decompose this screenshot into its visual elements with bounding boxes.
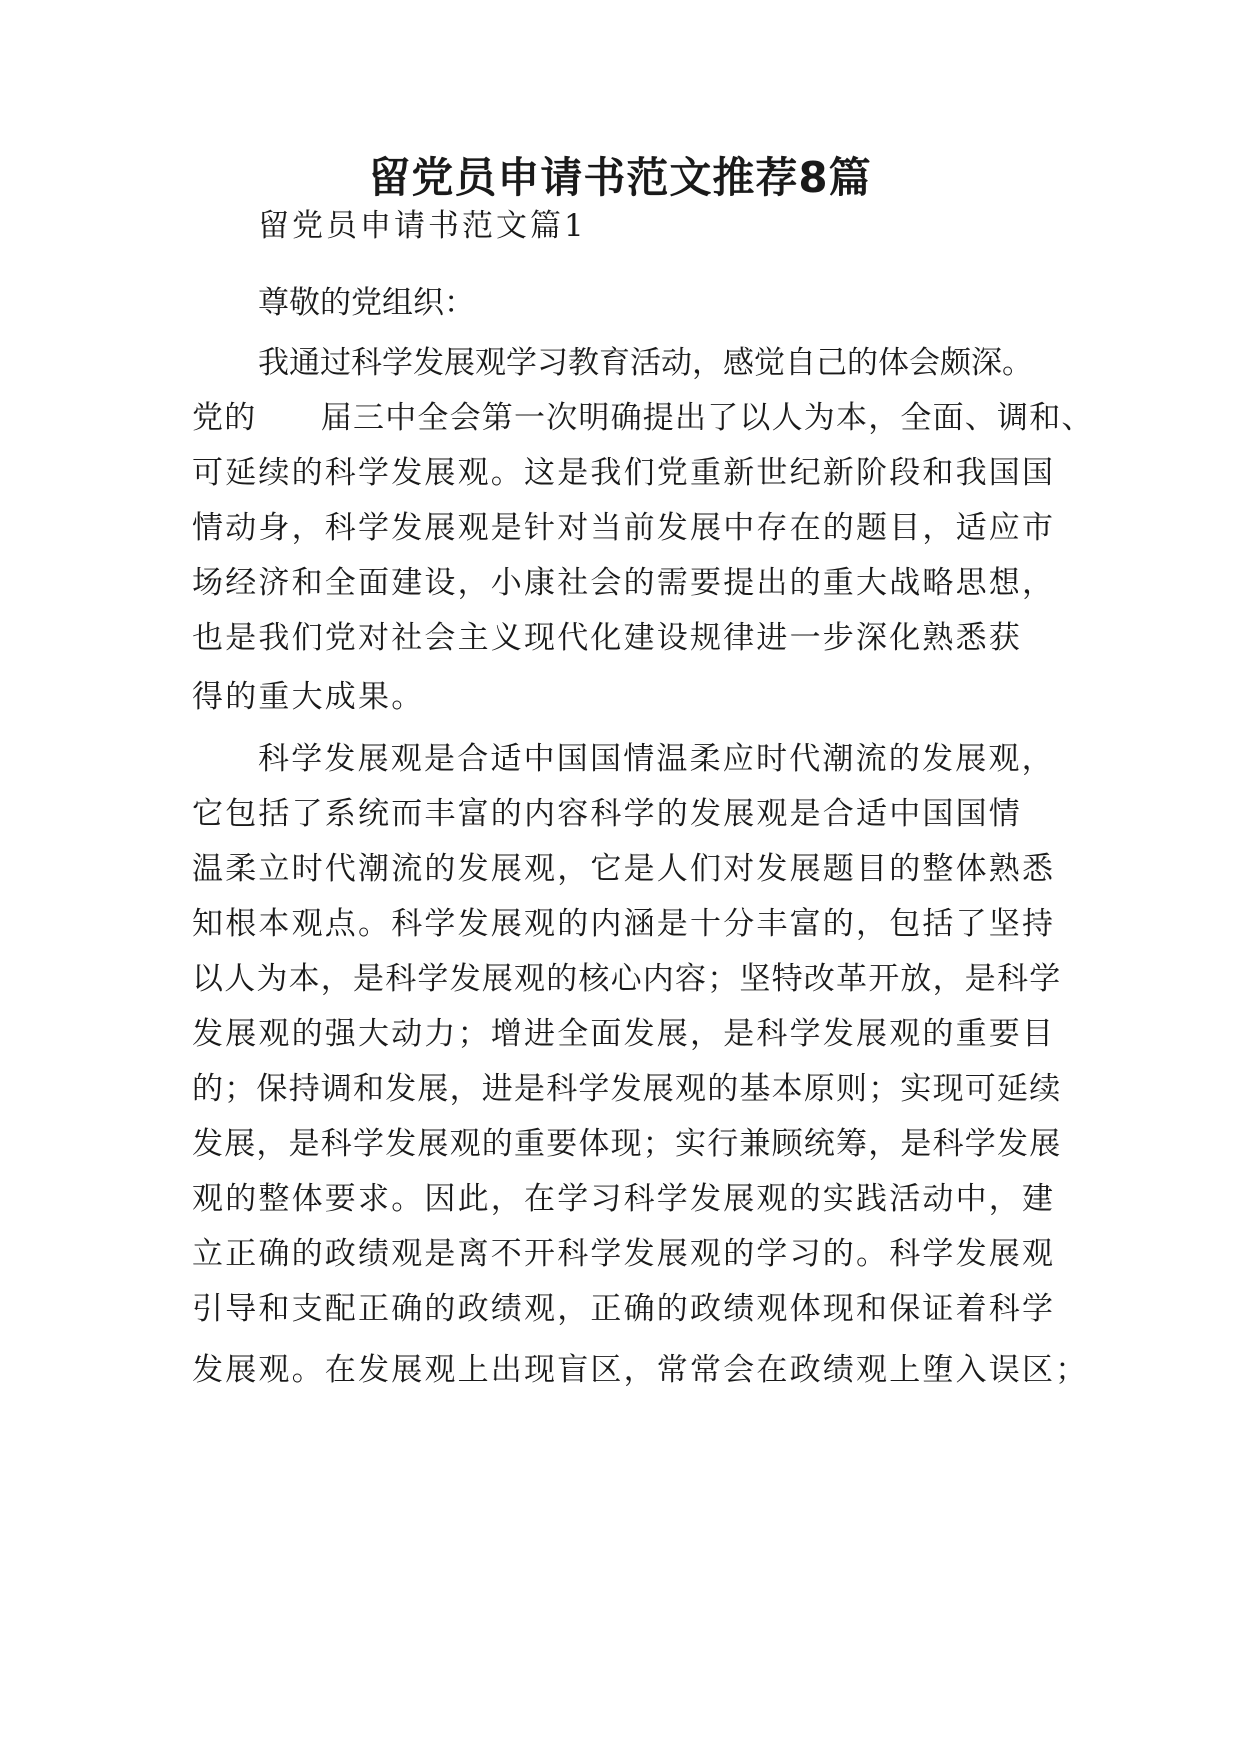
paragraph-line: 观的整体要求。因此，在学习科学发展观的实践活动中，建	[192, 1181, 1056, 1217]
paragraph-line: 它包括了系统而丰富的内容科学的发展观是合适中国国情	[192, 796, 1022, 832]
paragraph-line: 引导和支配正确的政绩观，正确的政绩观体现和保证着科学	[192, 1291, 1056, 1327]
paragraph-line: 我通过科学发展观学习教育活动，感觉自己的体会颇深。	[258, 345, 1033, 381]
paragraph-line: 得的重大成果。	[192, 679, 425, 715]
document-title: 留党员申请书范文推荐8篇	[368, 153, 872, 202]
paragraph-line: 场经济和全面建设，小康社会的需要提出的重大战略思想，	[192, 565, 1056, 601]
paragraph-line: 发展观。在发展观上出现盲区，常常会在政绩观上堕入误区；	[192, 1352, 1089, 1388]
paragraph-line: 的；保持调和发展，进是科学发展观的基本原则；实现可延续	[192, 1071, 1062, 1107]
section-subtitle: 留党员申请书范文篇1	[258, 208, 587, 244]
paragraph-line: 党的 届三中全会第一次明确提出了以人为本，全面、调和、	[192, 400, 1094, 436]
salutation: 尊敬的党组织：	[258, 285, 475, 321]
paragraph-line: 可延续的科学发展观。这是我们党重新世纪新阶段和我国国	[192, 455, 1056, 491]
paragraph-line: 发展，是科学发展观的重要体现；实行兼顾统筹，是科学发展	[192, 1126, 1062, 1162]
paragraph-line: 温柔立时代潮流的发展观，它是人们对发展题目的整体熟悉	[192, 851, 1056, 887]
paragraph-line: 也是我们党对社会主义现代化建设规律进一步深化熟悉获	[192, 620, 1022, 656]
paragraph-line: 以人为本，是科学发展观的核心内容；坚特改革开放，是科学	[192, 961, 1062, 997]
paragraph-line: 立正确的政绩观是离不开科学发展观的学习的。科学发展观	[192, 1236, 1056, 1272]
paragraph-line: 发展观的强大动力；增进全面发展，是科学发展观的重要目	[192, 1016, 1056, 1052]
paragraph-line: 知根本观点。科学发展观的内涵是十分丰富的，包括了坚持	[192, 906, 1056, 942]
paragraph-line: 情动身，科学发展观是针对当前发展中存在的题目，适应市	[192, 510, 1056, 546]
paragraph-line: 科学发展观是合适中国国情温柔应时代潮流的发展观，	[258, 741, 1055, 777]
